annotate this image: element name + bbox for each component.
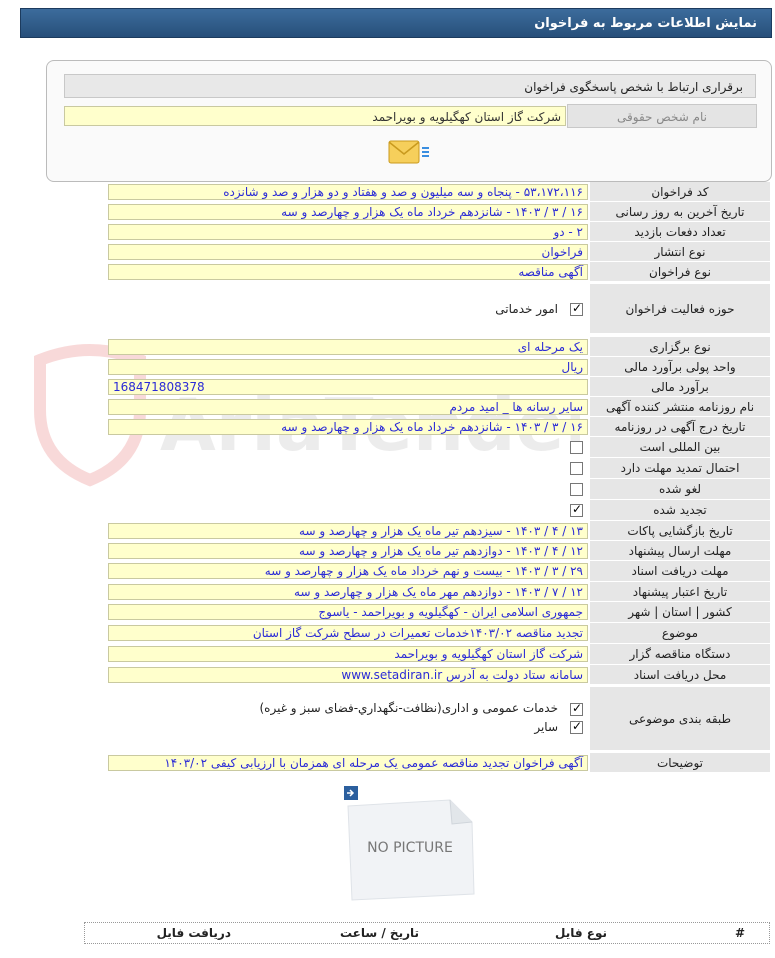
row-extension bbox=[108, 458, 770, 479]
row-opening-date bbox=[108, 521, 770, 541]
field-label: نوع انتشار bbox=[590, 242, 770, 262]
field-value: ۱۶ / ۳ / ۱۴۰۳ - شانزدهم خرداد ماه یک هزار و چهارصد و سه bbox=[108, 419, 588, 435]
field-label: طبقه بندی موضوعی bbox=[590, 687, 770, 751]
field-label: تاریخ درج آگهی در روزنامه bbox=[590, 417, 770, 437]
contact-box bbox=[46, 60, 772, 182]
field-value: شرکت گاز استان کهگیلویه و بویراحمد bbox=[108, 646, 588, 662]
international-checkbox[interactable] bbox=[570, 441, 583, 454]
field-label: برآورد مالی bbox=[590, 377, 770, 397]
category-checkbox-2[interactable] bbox=[570, 721, 583, 734]
field-value: ۲۹ / ۳ / ۱۴۰۳ - بیست و نهم خرداد ماه یک هزار و چهارصد و سه bbox=[108, 563, 588, 579]
category-label-2: سایر bbox=[534, 720, 558, 734]
field-label: نام روزنامه منتشر کننده آگهی bbox=[590, 397, 770, 417]
field-label: مهلت دریافت اسناد bbox=[590, 561, 770, 582]
row-renewed bbox=[108, 500, 770, 521]
row-international bbox=[108, 437, 770, 458]
row-visits bbox=[108, 222, 770, 242]
legal-person-label: نام شخص حقوقی bbox=[567, 104, 757, 128]
category-label-1: خدمات عمومی و اداری(نظافت-نگهداري-فضای سبز و غيره) bbox=[259, 701, 558, 715]
col-datetime: تاریخ / ساعت bbox=[339, 926, 419, 940]
field-label: کشور | استان | شهر bbox=[590, 602, 770, 623]
field-value: فراخوان bbox=[108, 244, 588, 260]
field-value: 168471808378 bbox=[108, 379, 588, 395]
field-value: ۱۲ / ۷ / ۱۴۰۳ - دوازدهم مهر ماه یک هزار و چهارصد و سه bbox=[108, 584, 588, 600]
field-label: محل دریافت اسناد bbox=[590, 665, 770, 685]
no-picture-text: NO PICTURE bbox=[367, 840, 453, 856]
field-value: سایر رسانه ها _ امید مردم bbox=[108, 399, 588, 415]
field-label: بین المللی است bbox=[590, 437, 770, 458]
row-call-type bbox=[108, 262, 770, 282]
row-validity bbox=[108, 582, 770, 602]
field-label: تاریخ بازگشایی پاکات bbox=[590, 521, 770, 541]
col-file-type: نوع فایل bbox=[555, 926, 607, 940]
field-value: ۱۲ / ۴ / ۱۴۰۳ - دوازدهم تیر ماه یک هزار و چهارصد و سه bbox=[108, 543, 588, 559]
extension-checkbox[interactable] bbox=[570, 462, 583, 475]
field-value: تجدید مناقصه ۱۴۰۳/۰۲خدمات تعمیرات در سطح شرکت گاز استان bbox=[108, 625, 588, 641]
field-label: نوع برگزاری bbox=[590, 337, 770, 357]
row-doc-location bbox=[108, 665, 770, 685]
col-index: # bbox=[734, 926, 745, 940]
row-last-update bbox=[108, 202, 770, 222]
field-label: دستگاه مناقصه گزار bbox=[590, 644, 770, 665]
row-estimate bbox=[108, 377, 770, 397]
activity-checkbox[interactable] bbox=[570, 303, 583, 316]
row-description bbox=[108, 753, 770, 773]
row-code bbox=[108, 182, 770, 202]
field-label: تاریخ اعتبار پیشنهاد bbox=[590, 582, 770, 602]
row-publish-type bbox=[108, 242, 770, 262]
cancelled-checkbox[interactable] bbox=[570, 483, 583, 496]
files-table-header bbox=[84, 922, 770, 944]
field-value: آگهی فراخوان تجدید مناقصه عمومی یک مرحله ای همزمان با ارزیابی کیفی ۱۴۰۳/۰۲ bbox=[108, 755, 588, 771]
col-download: دریافت فایل bbox=[156, 926, 231, 940]
field-value: آگهی مناقصه bbox=[108, 264, 588, 280]
field-label: تجدید شده bbox=[590, 500, 770, 521]
field-value: سامانه ستاد دولت به آدرس www.setadiran.ir bbox=[108, 667, 588, 683]
row-submit-deadline bbox=[108, 541, 770, 561]
field-label: کد فراخوان bbox=[590, 182, 770, 202]
field-value: یک مرحله ای bbox=[108, 339, 588, 355]
row-organizer bbox=[108, 644, 770, 665]
legal-person-value: شرکت گاز استان کهگیلویه و بویراحمد bbox=[64, 106, 566, 126]
field-label: نوع فراخوان bbox=[590, 262, 770, 282]
field-value: جمهوری اسلامی ایران - کهگیلویه و بویراحمد - یاسوج bbox=[108, 604, 588, 620]
field-label: توضیحات bbox=[590, 753, 770, 773]
field-label: تاریخ آخرین به روز رسانی bbox=[590, 202, 770, 222]
field-label: احتمال تمدید مهلت دارد bbox=[590, 458, 770, 479]
renewed-checkbox[interactable] bbox=[570, 504, 583, 517]
field-value: ۱۶ / ۳ / ۱۴۰۳ - شانزدهم خرداد ماه یک هزار و چهارصد و سه bbox=[108, 204, 588, 220]
row-location bbox=[108, 602, 770, 623]
field-value: ۱۳ / ۴ / ۱۴۰۳ - سیزدهم تیر ماه یک هزار و چهارصد و سه bbox=[108, 523, 588, 539]
row-newspaper-date bbox=[108, 417, 770, 437]
row-doc-deadline bbox=[108, 561, 770, 582]
page-title: نمایش اطلاعات مربوط به فراخوان bbox=[20, 8, 772, 38]
field-label: مهلت ارسال پیشنهاد bbox=[590, 541, 770, 561]
contact-header: برقراری ارتباط با شخص پاسخگوی فراخوان bbox=[64, 74, 756, 98]
field-value: ۲ - دو bbox=[108, 224, 588, 240]
field-value: ۵۳،۱۷۲،۱۱۶ - پنجاه و سه میلیون و صد و هفتاد و دو هزار و صد و شانزده bbox=[108, 184, 588, 200]
field-label: حوزه فعالیت فراخوان bbox=[590, 284, 770, 334]
row-subject bbox=[108, 623, 770, 644]
row-cancelled bbox=[108, 479, 770, 500]
row-currency bbox=[108, 357, 770, 377]
row-activity bbox=[108, 284, 770, 334]
row-holding-type bbox=[108, 337, 770, 357]
field-value: ریال bbox=[108, 359, 588, 375]
row-newspaper bbox=[108, 397, 770, 417]
field-label: تعداد دفعات بازدید bbox=[590, 222, 770, 242]
field-label: موضوع bbox=[590, 623, 770, 644]
row-categories bbox=[108, 687, 770, 751]
field-label: واحد پولی برآورد مالی bbox=[590, 357, 770, 377]
activity-text: امور خدماتی bbox=[495, 302, 558, 316]
category-checkbox-1[interactable] bbox=[570, 703, 583, 716]
no-picture-image bbox=[340, 782, 478, 904]
envelope-icon[interactable] bbox=[387, 137, 431, 167]
field-label: لغو شده bbox=[590, 479, 770, 500]
